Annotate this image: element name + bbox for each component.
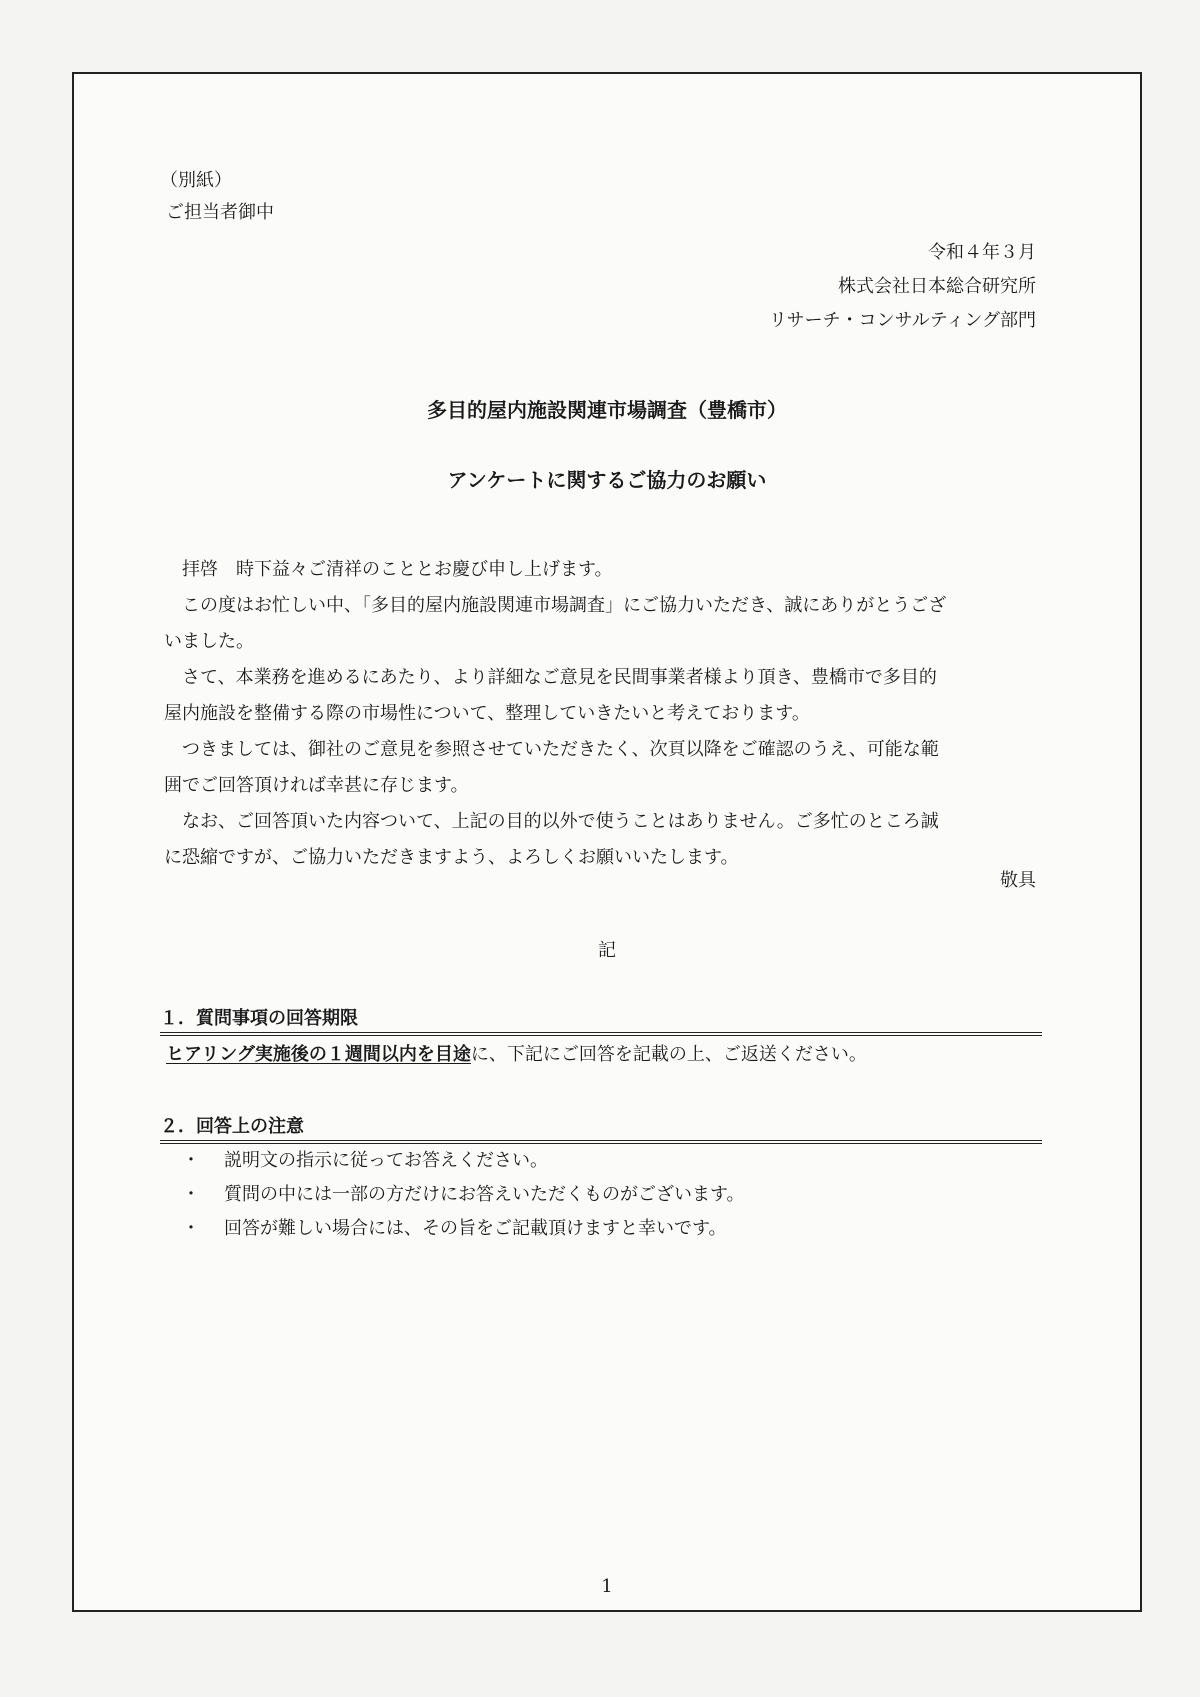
- deadline-text: [166, 1044, 867, 1066]
- notice-item-text: 説明文の指示に従ってお答えください。: [224, 1150, 548, 1171]
- thanks-paragraph-line1: この度はお忙しい中、「多目的屋内施設関連市場調査」にご協力いただき、誠にありがとうござ: [182, 595, 947, 616]
- ki-mark: 記: [598, 940, 616, 961]
- deadline-emphasis: ヒアリング実施後の１週間以内を目途: [166, 1044, 471, 1065]
- section1-heading: １．質問事項の回答期限: [160, 1004, 1042, 1036]
- deadline-rest: に、下記にご回答を記載の上、ご返送ください。: [470, 1044, 867, 1065]
- attachment-label: （別紙）: [160, 170, 232, 191]
- notice-item: [182, 1150, 548, 1172]
- privacy-paragraph-line2: に恐縮ですが、ご協力いただきますよう、よろしくお願いいたします。: [164, 847, 739, 868]
- request-paragraph-line2: 囲でご回答頂ければ幸甚に存じます。: [164, 775, 469, 796]
- request-paragraph-line1: つきましては、御社のご意見を参照させていただきたく、次頁以降をご確認のうえ、可能な範: [182, 739, 939, 760]
- notice-item: [182, 1184, 745, 1206]
- letter-body: [164, 552, 1054, 876]
- document-subtitle: アンケートに関するご協力のお願い: [447, 468, 767, 492]
- closing-word: 敬具: [1000, 870, 1036, 891]
- privacy-paragraph-line1: なお、ご回答頂いた内容ついて、上記の目的以外で使うことはありません。ご多忙のところ誠: [182, 811, 939, 832]
- section2-heading: ２．回答上の注意: [160, 1112, 1042, 1144]
- purpose-paragraph-line2: 屋内施設を整備する際の市場性について、整理していきたいと考えております。: [164, 703, 810, 724]
- document-title: 多目的屋内施設関連市場調査（豊橋市）: [427, 398, 787, 422]
- addressee: ご担当者御中: [166, 202, 274, 223]
- bullet-icon: ・: [182, 1218, 200, 1239]
- thanks-paragraph-line2: いました。: [164, 631, 254, 652]
- document-frame: [72, 72, 1142, 1612]
- notice-item-text: 質問の中には一部の方だけにお答えいただくものがございます。: [224, 1184, 745, 1205]
- bullet-icon: ・: [182, 1150, 200, 1171]
- bullet-icon: ・: [182, 1184, 200, 1205]
- greeting-paragraph: 拝啓 時下益々ご清祥のこととお慶び申し上げます。: [182, 559, 613, 580]
- notice-item-text: 回答が難しい場合には、その旨をご記載頂けますと幸いです。: [224, 1218, 727, 1239]
- company-name: 株式会社日本総合研究所: [838, 276, 1036, 297]
- issue-date: 令和４年３月: [928, 242, 1036, 263]
- notice-item: [182, 1218, 727, 1240]
- purpose-paragraph-line1: さて、本業務を進めるにあたり、より詳細なご意見を民間事業者様より頂き、豊橋市で多目的: [182, 667, 937, 688]
- department-name: リサーチ・コンサルティング部門: [769, 310, 1036, 331]
- page-number: 1: [601, 1576, 613, 1597]
